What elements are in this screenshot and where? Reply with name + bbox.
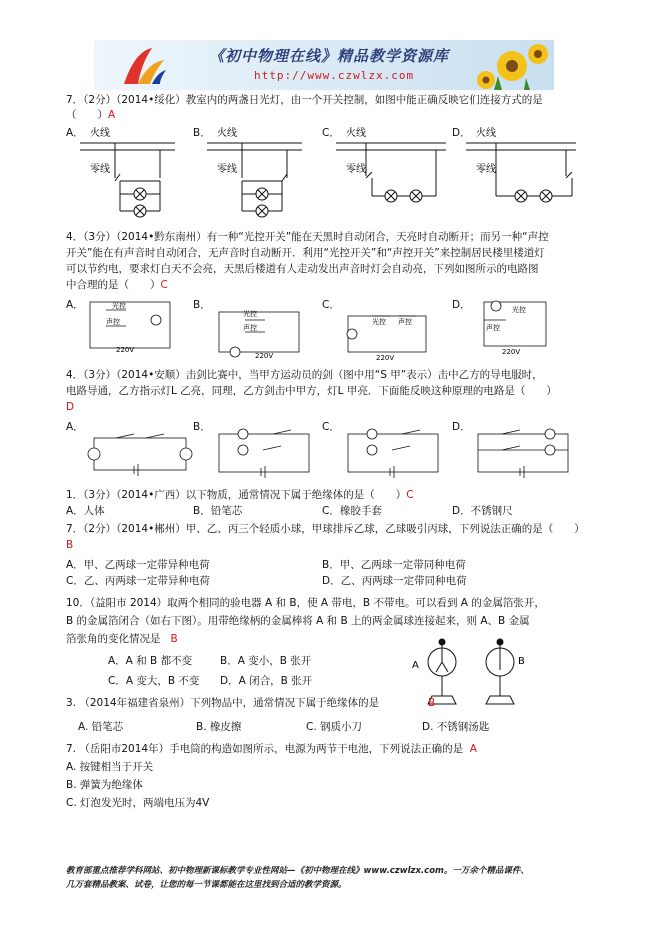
- q2-c-volt: 220V: [376, 354, 395, 362]
- q5-stem: 7．（2分）（2014•郴州）甲、乙、丙三个轻质小球，甲球排斥乙球，乙球吸引丙球，下列说法正确的是（ ）: [66, 523, 585, 535]
- q1-circuit-c: [336, 126, 454, 211]
- q8-stem: 7. （岳阳市2014年）手电筒的构造如图所示，电源为两节干电池，下列说法正确的是: [66, 743, 464, 755]
- q8-option-c: C. 灯泡发光时，两端电压为4V: [66, 797, 210, 809]
- q2-d-sw1: 光控: [512, 306, 526, 314]
- q2-circuit-a: [86, 298, 186, 354]
- q2-stem-3: 可以节约电，要求灯白天不会亮，天黑后楼道有人走动发出声音时灯会自动亮，下列如图所示的电路图: [66, 263, 539, 275]
- q1-stem-2: [66, 108, 596, 124]
- q1-option-a-letter: A．: [66, 127, 84, 139]
- q1-a-neutral-label: 零线: [90, 164, 110, 175]
- q1-stem-line1: 7．（2分）（2014•绥化）教室内的两盏日光灯，由一个开关控制，如图中能正确反映它们连接方式的是: [66, 94, 543, 106]
- q1-b-neutral-label: 零线: [217, 164, 237, 175]
- q4-option-b: B．铅笔芯: [193, 505, 243, 517]
- q5-option-a: A．甲、乙两球一定带异种电荷: [66, 559, 210, 571]
- q3-option-d-letter: D．: [452, 421, 471, 433]
- q6-stem-3: 箔张角的变化情况是: [66, 633, 161, 645]
- q3-circuit-b: [213, 428, 323, 484]
- q2-d-volt: 220V: [502, 348, 521, 354]
- q3-stem-2: 电路导通，乙方指示灯L 乙亮，同理，乙方剑击中甲方，灯L 甲亮．下面能反映这种原理的电路是（ ）: [66, 385, 557, 397]
- q2-a-sw2: 声控: [106, 318, 120, 326]
- q6-option-c: C．A 变大，B 不变: [108, 675, 200, 687]
- q2-a-sw1: 光控: [112, 302, 126, 310]
- electroscope-b-label: B: [518, 656, 525, 667]
- q2-option-c-letter: C．: [322, 299, 340, 311]
- q8-answer: A: [469, 743, 477, 755]
- header-banner: [94, 40, 554, 90]
- q1-circuit-d: [466, 126, 584, 211]
- q7-stem-wrap: [66, 696, 596, 712]
- q3-answer: D: [66, 401, 75, 413]
- footer-line-2: 几万套精品教案、试卷，让您的每一节课都能在这里找到合适的教学资源。: [66, 879, 347, 890]
- q6-answer: B: [170, 633, 178, 645]
- q1-d-neutral-label: 零线: [476, 164, 496, 175]
- q2-answer: C: [160, 279, 168, 291]
- banner-url: http://www.czwlzx.com: [254, 69, 415, 82]
- q4-option-d: D．不锈钢尺: [452, 505, 513, 517]
- q2-option-d-letter: D．: [452, 299, 471, 311]
- q2-a-volt: 220V: [116, 346, 135, 354]
- q2-option-a-letter: A．: [66, 299, 84, 311]
- q7-stem: 3. （2014年福建省泉州）下列物品中，通常情况下属于绝缘体的是: [66, 697, 380, 709]
- q2-option-b-letter: B．: [193, 299, 211, 311]
- q6-option-a: A．A 和 B 都不变: [108, 655, 193, 667]
- q1-a-live-label: 火线: [90, 128, 110, 139]
- q2-stem-4-wrap: [66, 278, 596, 294]
- q1-option-b-letter: B．: [193, 127, 211, 139]
- q3-option-c-letter: C．: [322, 421, 340, 433]
- q2-stem-1: 4．（3分）（2014•黔东南州）有一种“光控开关”能在天黑时自动闭合，天亮时自动断开；而另一种“声控: [66, 231, 549, 243]
- q8-stem-wrap: [66, 742, 596, 758]
- q3-circuit-a: [86, 428, 196, 484]
- page-footer: [66, 865, 606, 892]
- q1-answer: A: [108, 109, 116, 121]
- q3-option-b-letter: B．: [193, 421, 211, 433]
- q1-circuit-a: [80, 126, 190, 221]
- footer-line-1: 教育部重点推荐学科网站、初中物理新课标教学专业性网站—《初中物理在线》www.czwlzx.com。一万余个精品课件、: [66, 866, 529, 876]
- q7-answer: B: [428, 697, 436, 709]
- q2-c-sw2: 声控: [398, 318, 412, 326]
- q3-stem-1: 4．（3分）（2014•安顺）击剑比赛中，当甲方运动员的剑（图中用“S 甲”表示）击中乙方的导电服时，: [66, 369, 543, 381]
- q3-circuit-c: [342, 428, 452, 484]
- q1-c-live-label: 火线: [346, 128, 366, 139]
- q2-circuit-c: [342, 308, 442, 364]
- q2-circuit-d: [472, 298, 572, 354]
- q8-option-a: A. 按键相当于开关: [66, 761, 154, 773]
- q2-b-sw2: 声控: [243, 324, 257, 332]
- q2-circuit-b: [215, 302, 315, 360]
- q8-option-b: B. 弹簧为绝缘体: [66, 779, 143, 791]
- q2-b-sw1: 光控: [243, 310, 257, 318]
- q5-option-b: B．甲、乙两球一定带同种电荷: [322, 559, 466, 571]
- q7-option-b: B. 橡皮擦: [196, 721, 242, 733]
- q5-option-c: C．乙、丙两球一定带异种电荷: [66, 575, 210, 587]
- q2-stem-4: 中合理的是（ ）: [66, 279, 161, 291]
- q5-answer: B: [66, 539, 74, 551]
- q4-option-a: A．人体: [66, 505, 105, 517]
- q4-option-c: C．橡胶手套: [322, 505, 382, 517]
- q2-d-sw2: 声控: [486, 324, 500, 332]
- q4-stem-wrap: [66, 488, 596, 504]
- q6-option-b: B．A 变小，B 张开: [220, 655, 312, 667]
- q1-stem: [66, 93, 596, 109]
- q1-option-c-letter: C．: [322, 127, 340, 139]
- q2-b-volt: 220V: [255, 352, 274, 360]
- q1-c-neutral-label: 零线: [346, 164, 366, 175]
- q3-option-a-letter: A．: [66, 421, 84, 433]
- q6-stem-2: B 的金属箔闭合（如右下图）。用带绝缘柄的金属棒将 A 和 B 上的两金属球连接起来，则 A、B 金属: [66, 615, 530, 627]
- q7-option-d: D. 不锈钢汤匙: [422, 721, 490, 733]
- banner-title: 《初中物理在线》精品教学资源库: [209, 47, 450, 65]
- q3-circuit-d: [472, 428, 582, 484]
- q6-stem-1: 10．（益阳市 2014）取两个相同的验电器 A 和 B，使 A 带电，B 不带电。可以看到 A 的金属箔张开，: [66, 597, 545, 609]
- q2-c-sw1: 光控: [372, 318, 386, 326]
- q4-stem: 1．（3分）（2014•广西）以下物质，通常情况下属于绝缘体的是（ ）: [66, 489, 407, 501]
- q7-option-c: C. 钢质小刀: [306, 721, 363, 733]
- q1-option-d-letter: D．: [452, 127, 471, 139]
- q6-option-d: D．A 闭合，B 张开: [220, 675, 313, 687]
- q1-stem-line2: （ ）: [66, 109, 108, 121]
- q1-d-live-label: 火线: [476, 128, 496, 139]
- q2-stem-2: 开关”能在有声音时自动闭合，无声音时自动断开．利用“光控开关”和“声控开关”来控制居民楼里楼道灯: [66, 247, 545, 259]
- electroscope-a-label: A: [412, 660, 419, 671]
- q1-b-live-label: 火线: [217, 128, 237, 139]
- q5-option-d: D．乙、丙两球一定带同种电荷: [322, 575, 467, 587]
- q4-answer: C: [406, 489, 414, 501]
- q1-circuit-b: [207, 126, 317, 221]
- q7-option-a: A. 铅笔芯: [78, 721, 124, 733]
